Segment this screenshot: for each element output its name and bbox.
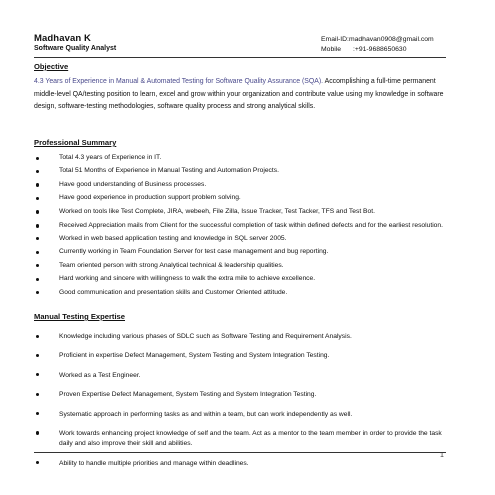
bullet-icon: [36, 431, 39, 434]
bullet-icon: [36, 264, 39, 267]
resume-header: [34, 33, 446, 55]
professional-summary-list: [34, 154, 446, 302]
bullet-icon: [36, 224, 39, 227]
mobile-line: [321, 45, 434, 55]
list-item: [34, 262, 446, 271]
list-item: [34, 371, 446, 381]
list-item-text: Worked in web based application testing and knowledge in SQL server 2005.: [59, 234, 287, 242]
list-item-text: Ability to handle multiple priorities and manage within deadlines.: [59, 459, 249, 467]
list-item: [34, 459, 446, 469]
list-item: [34, 410, 446, 420]
list-item: [34, 154, 446, 163]
list-item-text: Proven Expertise Defect Management, System Testing and System Integration Testing.: [59, 391, 317, 399]
contact-block: [321, 35, 434, 55]
email-value: madhavan0908@gmail.com: [348, 36, 434, 43]
bullet-icon: [36, 197, 39, 200]
professional-summary-title: Professional Summary: [34, 138, 117, 147]
bullet-icon: [36, 278, 39, 281]
list-item: [34, 222, 446, 231]
list-item-text: Have good experience in production support problem solving.: [59, 194, 241, 202]
objective-text: [34, 76, 446, 114]
objective-title: Objective: [34, 62, 69, 71]
candidate-role: Software Quality Analyst: [34, 45, 117, 52]
list-item: [34, 351, 446, 361]
bullet-icon: [36, 461, 39, 464]
list-item: [34, 390, 446, 400]
page-number: 1: [440, 452, 444, 459]
list-item-text: Have good understanding of Business processes.: [59, 180, 207, 188]
bullet-icon: [36, 354, 39, 357]
bullet-icon: [36, 210, 39, 213]
list-item-text: Currently working in Team Foundation Server for test case management and bug reporting.: [59, 248, 329, 256]
mobile-label: Mobile: [321, 46, 342, 53]
list-item: [34, 194, 446, 203]
list-item-text: Knowledge including various phases of SDLC such as Software Testing and Requirement Analysis.: [59, 333, 352, 340]
list-item: [34, 275, 446, 284]
objective-body: Accomplishing a full-time permanent middle-level QA/testing position to learn, excel and grow within your organization and contribute value using my knowledge in software design, software-testing methodologies, software quality process and strong analytical skills.: [34, 78, 444, 111]
list-item-text: Hard working and sincere with willingness to walk the extra mile to achieve excellence.: [59, 275, 316, 283]
list-item-text: Total 4.3 years of Experience in IT.: [59, 154, 162, 161]
list-item: [34, 181, 446, 190]
objective-highlight: 4.3 Years of Experience in Manual & Automated Testing for Software Quality Assurance (SQA).: [34, 78, 324, 85]
list-item-text: Worked on tools like Test Complete, JIRA, webeeh, File Zilla, Issue Tracker, Test Tacker, TFS and Test Bot.: [59, 207, 375, 215]
list-item-text: Total 51 Months of Experience in Manual Testing and Automation Projects.: [59, 167, 279, 175]
list-item-text: Systematic approach in performing tasks as and within a team, but can work independently as well.: [59, 410, 353, 418]
bullet-icon: [36, 335, 39, 338]
footer-divider: [34, 452, 446, 453]
list-item: [34, 235, 446, 244]
bullet-icon: [36, 157, 39, 160]
email-label: Email-ID:: [321, 36, 349, 43]
list-item: [34, 332, 446, 342]
list-item-text: Received Appreciation mails from Client for the successful completion of task within defined defects and for the earliest resolution.: [59, 221, 443, 229]
candidate-name: Madhavan K: [34, 33, 91, 44]
list-item: [34, 167, 446, 176]
list-item-text: Good communication and presentation skills and Customer Oriented attitude.: [59, 288, 288, 296]
list-item: [34, 429, 446, 449]
bullet-icon: [36, 373, 39, 376]
header-divider: [34, 57, 446, 58]
bullet-icon: [36, 291, 39, 294]
bullet-icon: [36, 251, 39, 254]
list-item: [34, 208, 446, 217]
list-item-text: Work towards enhancing project knowledge of self and the team. Act as a mentor to the team member in order to provide the task daily and also improve their skill and abilities.: [59, 429, 442, 448]
list-item-text: Proficient in expertise Defect Management, System Testing and System Integration Testing.: [59, 352, 330, 360]
bullet-icon: [36, 237, 39, 240]
manual-testing-list: [34, 332, 446, 478]
mobile-value: :+91-9688650630: [353, 46, 407, 53]
list-item-text: Team oriented person with strong Analytical technical & leadership qualities.: [59, 261, 284, 269]
manual-testing-title: Manual Testing Expertise: [34, 312, 126, 321]
list-item: [34, 289, 446, 298]
bullet-icon: [36, 393, 39, 396]
bullet-icon: [36, 183, 39, 186]
email-line: [321, 35, 434, 45]
list-item-text: Worked as a Test Engineer.: [59, 371, 141, 379]
bullet-icon: [36, 170, 39, 173]
bullet-icon: [36, 412, 39, 415]
list-item: [34, 248, 446, 257]
